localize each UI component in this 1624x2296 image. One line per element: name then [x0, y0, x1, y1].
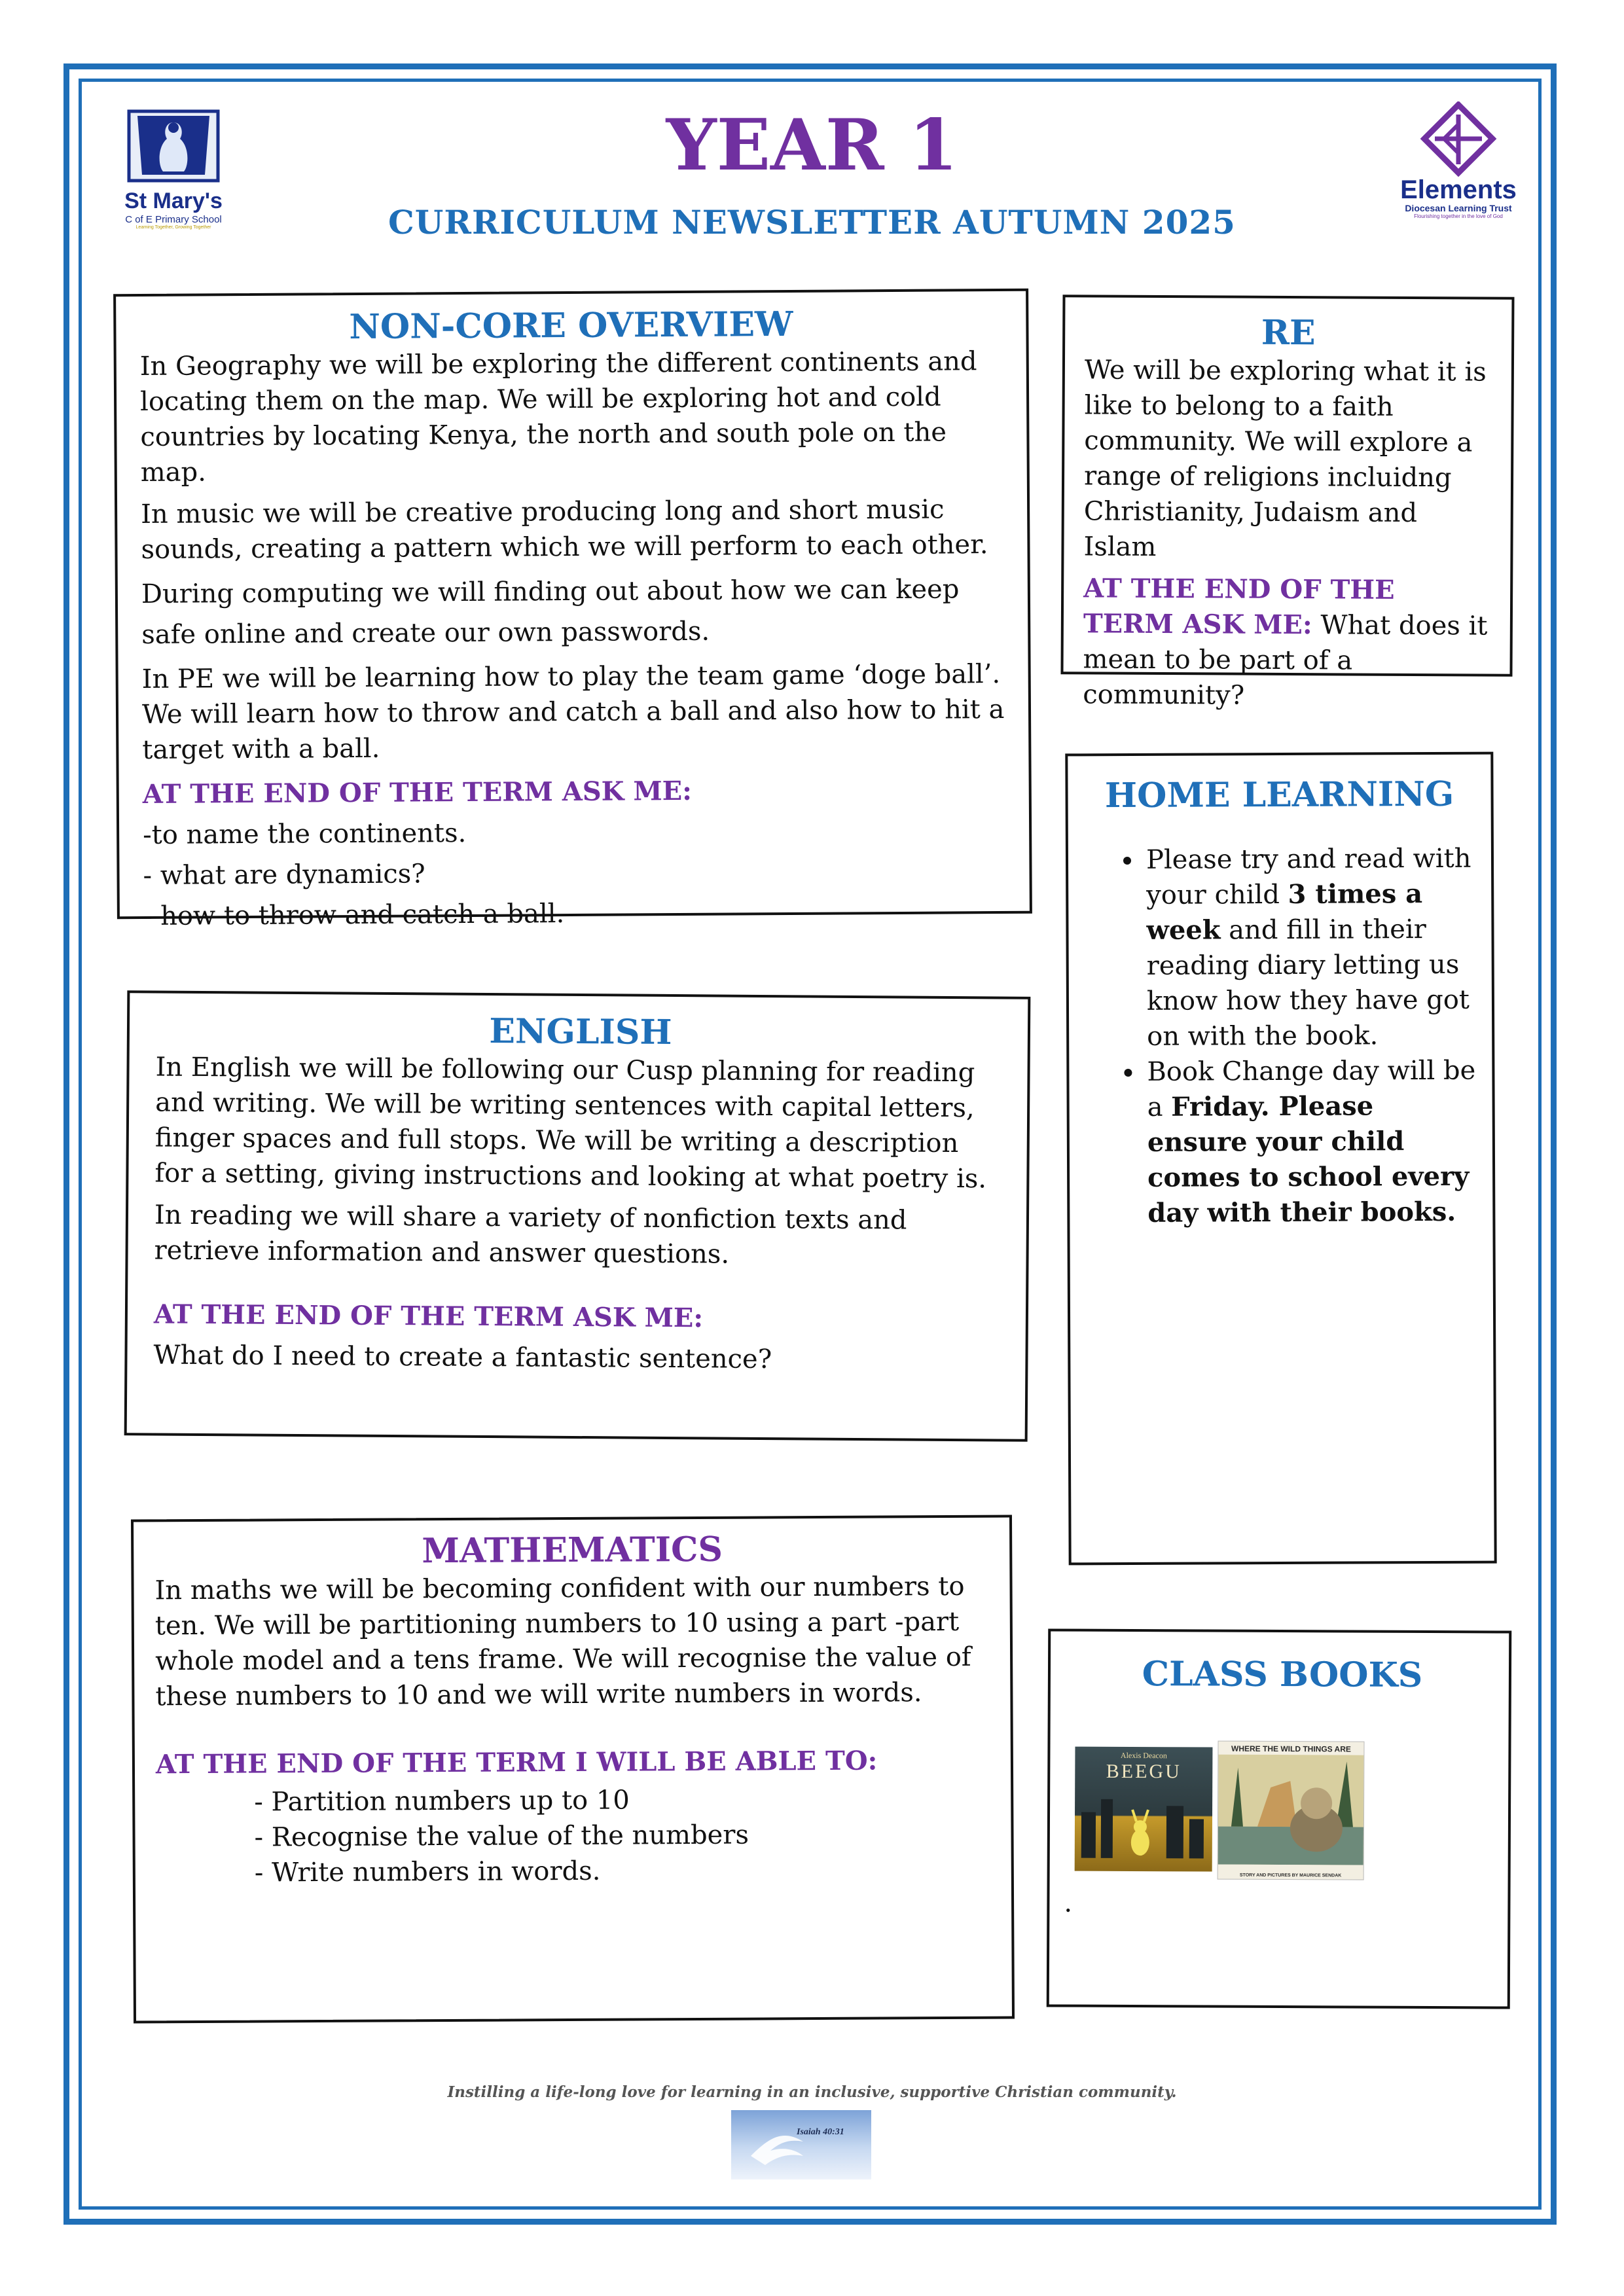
- mathematics-heading: MATHEMATICS: [422, 1529, 723, 1571]
- geography-text: In Geography we will be exploring the different continents and locating them on the map. We will be exploring hot and cold countries by locating Kenya, the north and south pole on the map.: [139, 346, 977, 488]
- footer-verse-image: [731, 2110, 871, 2179]
- re-text: We will be exploring what it is like to belong to a faith community. We will explore a range of religions incluidng Christianity, Judaism and Islam: [1083, 355, 1487, 563]
- beegu-author: Alexis Deacon: [1120, 1750, 1167, 1761]
- home-learning-item: [1144, 841, 1479, 1054]
- class-books-box: [1047, 1628, 1512, 2009]
- elements-logo-sub: Diocesan Learning Trust: [1405, 203, 1512, 213]
- re-ask: [1083, 571, 1490, 715]
- book-covers: [1075, 1740, 1363, 1879]
- page-subtitle: CURRICULUM NEWSLETTER AUTUMN 2025: [388, 203, 1236, 242]
- non-core-ask-item: - what are dynamics?: [143, 859, 425, 891]
- mathematics-objective: - Write numbers in words.: [254, 1856, 601, 1888]
- non-core-overview-box: [113, 289, 1032, 932]
- class-books-heading: CLASS BOOKS: [1142, 1654, 1423, 1695]
- re-ask-text: What does it mean to be part of a community?: [1083, 610, 1488, 711]
- re-box: [1060, 295, 1514, 711]
- wild-things-cover: [1218, 1741, 1365, 1880]
- elements-logo-tagline: Flourishing together in the love of God: [1414, 213, 1503, 219]
- english-ask-label: AT THE END OF THE TERM ASK ME:: [153, 1299, 704, 1334]
- mathematics-objective: - Recognise the value of the numbers: [254, 1820, 749, 1853]
- computing-text: During computing we will finding out about how we can keep safe online and create our own passwords.: [141, 574, 960, 651]
- home-learning-heading: HOME LEARNING: [1104, 774, 1454, 816]
- english-ask-text: What do I need to create a fantastic sentence?: [153, 1340, 772, 1375]
- wild-things-credit: STORY AND PICTURES BY MAURICE SENDAK: [1239, 1873, 1342, 1878]
- english-writing-text: In English we will be following our Cusp planning for reading and writing. We will be writing sentences with capital letters, finger spaces and full stops. We will be writing a description for a setting, giving instructions and looking at what poetry is.: [154, 1052, 987, 1194]
- mathematics-objectives: [156, 1781, 992, 1892]
- home-learning-item2-text: Book Change day will be a: [1147, 1056, 1476, 1123]
- non-core-heading: NON-CORE OVERVIEW: [349, 304, 793, 348]
- wild-things-title: WHERE THE WILD THINGS ARE: [1231, 1744, 1351, 1754]
- home-learning-item1-rest: and fill in their reading diary letting us know how they have got on with the book.: [1146, 914, 1470, 1052]
- home-learning-list: [1081, 841, 1480, 1232]
- english-heading: ENGLISH: [489, 1011, 672, 1053]
- wild-things-illustration-icon: [1218, 1755, 1364, 1865]
- non-core-ask-label: AT THE END OF THE TERM ASK ME:: [142, 776, 693, 810]
- st-marys-logo-tagline: Learning Together, Growing Together: [135, 225, 211, 230]
- re-heading: RE: [1261, 312, 1316, 353]
- music-text: In music we will be creative producing long and short music sounds, creating a pattern which we will perform to each other.: [141, 494, 988, 565]
- st-marys-logo-sub: C of E Primary School: [125, 214, 222, 225]
- pe-text: In PE we will be learning how to play the team game ‘doge ball’. We will learn how to throw and catch a ball and also how to hit a target with a ball.: [141, 659, 1005, 766]
- footer-verse: Isaiah 40:31: [797, 2127, 844, 2137]
- school-motto: Instilling a life-long love for learning in an inclusive, supportive Christian community.: [447, 2083, 1177, 2101]
- mathematics-text: In maths we will be becoming confident with our numbers to ten. We will be partitioning numbers to 10 using a part -part whole model and a tens frame. We will recognise the value of these numbers to 10 and we will write numbers in words.: [154, 1571, 971, 1712]
- page-title: YEAR 1: [666, 104, 958, 187]
- non-core-ask-item: -to name the continents.: [143, 818, 467, 851]
- class-books-dot: .: [1064, 1888, 1073, 1918]
- st-marys-logo-name: St Mary's: [124, 188, 223, 213]
- english-box: [124, 990, 1031, 1442]
- eagle-icon: [731, 2110, 871, 2179]
- beegu-cover: [1075, 1747, 1213, 1872]
- home-learning-item1-text: Please try and read with your child: [1146, 844, 1471, 911]
- re-ask-label: AT THE END OF THE TERM ASK ME:: [1083, 573, 1395, 641]
- mathematics-box: [131, 1515, 1015, 2023]
- elements-logo-name: Elements: [1400, 175, 1517, 204]
- home-learning-item1-bold: 3 times a week: [1146, 878, 1423, 946]
- beegu-city-icon: [1075, 1786, 1213, 1872]
- mathematics-able-label: AT THE END OF THE TERM I WILL BE ABLE TO:: [155, 1745, 878, 1780]
- non-core-ask-item: - how to throw and catch a ball.: [143, 899, 565, 932]
- home-learning-item: [1144, 1053, 1479, 1231]
- beegu-title: BEEGU: [1106, 1760, 1182, 1783]
- home-learning-item2-bold: Friday. Please ensure your child comes to school every day with their books.: [1147, 1090, 1470, 1229]
- mathematics-objective: - Partition numbers up to 10: [254, 1785, 630, 1818]
- english-reading-text: In reading we will share a variety of nonfiction texts and retrieve information and answer questions.: [154, 1200, 907, 1270]
- home-learning-box: [1065, 752, 1496, 1566]
